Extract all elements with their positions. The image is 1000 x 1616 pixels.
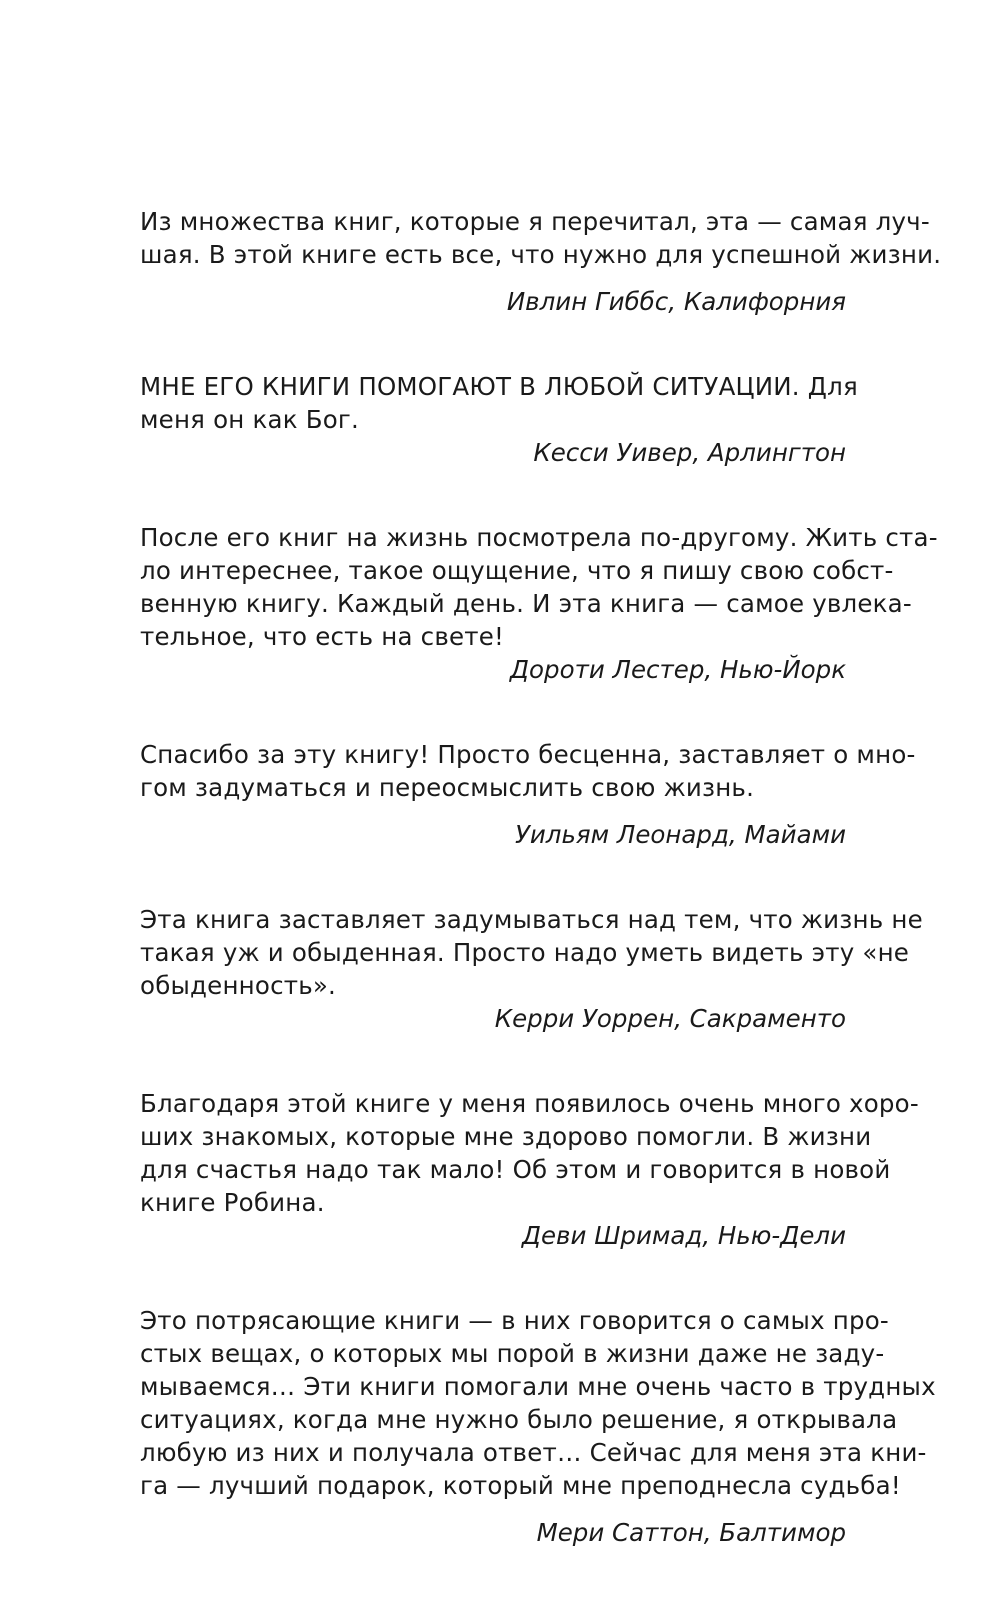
review-6-author: Деви Шримад, Нью-Дели	[521, 1221, 846, 1250]
review-7-line-1: Это потрясающие книги — в них говорится о самых про-	[140, 1306, 889, 1335]
review-7-line-3: мываемся… Эти книги помогали мне очень часто в трудных	[140, 1372, 936, 1401]
review-7-line-5: любую из них и получала ответ… Сейчас для меня эта кни-	[140, 1438, 927, 1467]
review-1-line-2: шая. В этой книге есть все, что нужно для успешной жизни.	[140, 240, 942, 269]
review-6-line-3: для счастья надо так мало! Об этом и говорится в новой	[140, 1155, 891, 1184]
review-6	[140, 1087, 919, 1252]
review-4-line-2: гом задуматься и переосмыслить свою жизнь.	[140, 773, 755, 802]
review-7	[140, 1304, 936, 1549]
review-5	[140, 903, 923, 1035]
review-7-author: Мери Саттон, Балтимор	[536, 1518, 846, 1547]
review-4-author: Уильям Леонард, Майами	[514, 820, 846, 849]
review-5-author: Керри Уоррен, Сакраменто	[494, 1004, 846, 1033]
review-6-line-2: ших знакомых, которые мне здорово помогли. В жизни	[140, 1122, 872, 1151]
review-7-line-2: стых вещах, о которых мы порой в жизни даже не заду-	[140, 1339, 885, 1368]
review-3	[140, 521, 938, 686]
review-6-line-4: книге Робина.	[140, 1188, 325, 1217]
review-3-line-4: тельное, что есть на свете!	[140, 622, 505, 651]
review-3-line-3: венную книгу. Каждый день. И эта книга — самое увлека-	[140, 589, 912, 618]
review-7-line-6: га — лучший подарок, который мне преподнесла судьба!	[140, 1471, 901, 1500]
review-5-line-3: обыденность».	[140, 971, 337, 1000]
review-3-line-2: ло интереснее, такое ощущение, что я пишу свою собст-	[140, 556, 894, 585]
review-2-author: Кесси Уивер, Арлингтон	[533, 438, 846, 467]
review-1-line-1: Из множества книг, которые я перечитал, эта — самая луч-	[140, 207, 930, 236]
review-1-author: Ивлин Гиббс, Калифорния	[506, 287, 846, 316]
review-4	[140, 738, 916, 851]
review-2-line-1: МНЕ ЕГО КНИГИ ПОМОГАЮТ В ЛЮБОЙ СИТУАЦИИ. Для	[140, 372, 858, 401]
review-2-line-2: меня он как Бог.	[140, 405, 359, 434]
review-7-line-4: ситуациях, когда мне нужно было решение, я открывала	[140, 1405, 898, 1434]
review-5-line-1: Эта книга заставляет задумываться над тем, что жизнь не	[140, 905, 923, 934]
review-4-line-1: Спасибо за эту книгу! Просто бесценна, заставляет о мно-	[140, 740, 916, 769]
review-1	[140, 205, 942, 318]
review-3-author: Дороти Лестер, Нью-Йорк	[509, 655, 846, 684]
book-page	[140, 205, 942, 1549]
review-2	[140, 370, 858, 469]
review-6-line-1: Благодаря этой книге у меня появилось очень много хоро-	[140, 1089, 919, 1118]
review-3-line-1: После его книг на жизнь посмотрела по-другому. Жить ста-	[140, 523, 938, 552]
review-5-line-2: такая уж и обыденная. Просто надо уметь видеть эту «не	[140, 938, 910, 967]
